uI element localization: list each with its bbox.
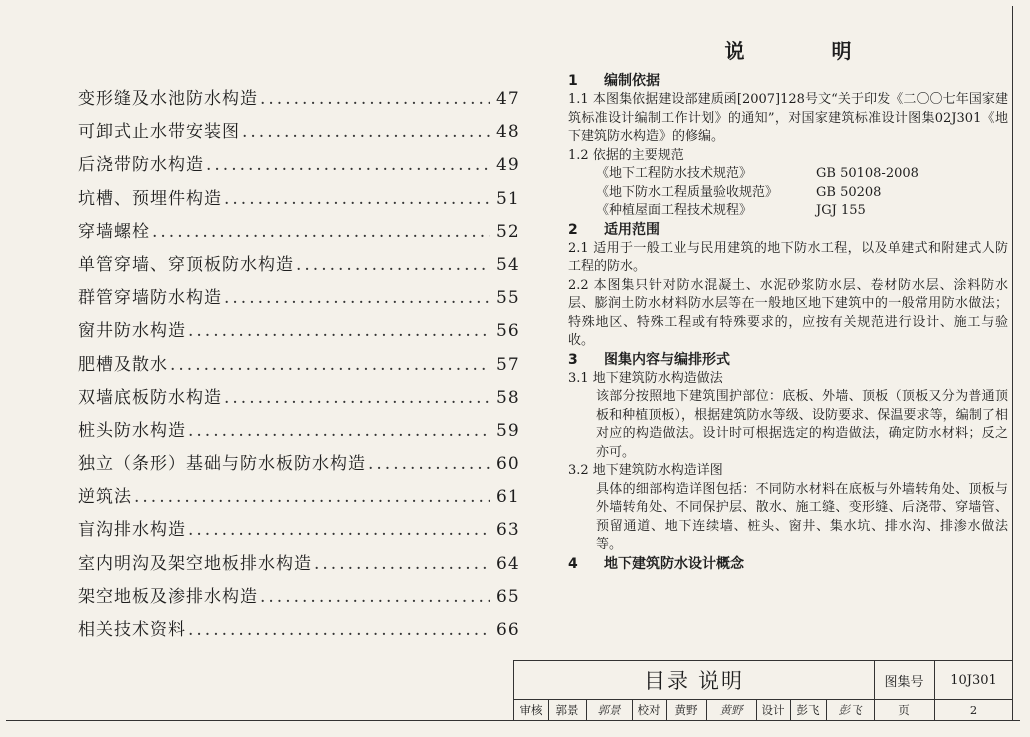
- designer-name: 彭飞: [790, 699, 827, 721]
- toc-item[interactable]: [78, 586, 518, 619]
- section-number: 4: [568, 555, 578, 572]
- toc-title: 变形缝及水池防水构造: [78, 89, 258, 109]
- toc-item[interactable]: [78, 619, 518, 652]
- toc-item[interactable]: [78, 420, 518, 453]
- toc-item[interactable]: [78, 387, 518, 420]
- toc-item[interactable]: [78, 519, 518, 552]
- atlas-number: 10J301: [950, 672, 997, 688]
- toc-item[interactable]: [78, 188, 518, 221]
- paragraph: 2.2 本图集只针对防水混凝土、水泥砂浆防水层、卷材防水层、涂料防水层、膨润土防水材料防水层等在一般地区地下建筑中的一般常用防水做法；特殊地区、特殊工程或有特殊要求的，应按有关规范进行设计、施工与验收。: [568, 277, 1008, 348]
- section-title: 地下建筑防水设计概念: [604, 555, 744, 572]
- toc-item[interactable]: [78, 553, 518, 586]
- toc-title: 群管穿墙防水构造: [78, 288, 222, 309]
- standard-row: [568, 202, 1008, 221]
- toc-page: 58: [496, 387, 520, 408]
- toc-leader: [188, 320, 490, 342]
- section-number: 3: [568, 351, 578, 368]
- paragraph: 2.1 适用于一般工业与民用建筑的地下防水工程，以及单建式和附建式人防工程的防水。: [568, 240, 1008, 274]
- toc-item[interactable]: [78, 254, 518, 287]
- drawing-title-part: 目录: [644, 669, 690, 693]
- toc-title: 可卸式止水带安装图: [78, 122, 240, 143]
- section-title: 适用范围: [604, 221, 660, 238]
- toc-item[interactable]: [78, 320, 518, 353]
- reviewer-signature: 郭景: [586, 699, 633, 721]
- section-title: 图集内容与编排形式: [604, 351, 730, 368]
- toc-leader: [206, 154, 490, 176]
- standard-row: [568, 184, 1008, 203]
- section-heading: [568, 351, 1008, 370]
- standard-code: JGJ 155: [816, 203, 866, 218]
- toc-page: 61: [496, 487, 520, 508]
- toc-title: 架空地板及渗排水构造: [78, 586, 258, 607]
- toc-page: 55: [496, 288, 520, 309]
- toc-page: 64: [496, 553, 520, 574]
- standard-name: 《种植屋面工程技术规程》: [596, 203, 753, 218]
- toc-leader: [368, 453, 490, 475]
- toc-leader: [188, 420, 490, 442]
- paragraph: 3.2 地下建筑防水构造详图: [568, 463, 723, 478]
- toc-title: 后浇带防水构造: [78, 155, 204, 176]
- toc-item[interactable]: [78, 121, 518, 154]
- toc-page: 54: [496, 254, 520, 275]
- toc-leader: [314, 553, 490, 575]
- toc-title: 桩头防水构造: [78, 420, 186, 441]
- section-heading: [568, 72, 1008, 91]
- toc-page: 48: [496, 122, 520, 143]
- standard-code: GB 50208: [816, 184, 882, 200]
- table-of-contents: [78, 88, 518, 652]
- toc-title: 逆筑法: [78, 487, 132, 508]
- standard-name: 《地下工程防水技术规范》: [596, 166, 753, 181]
- toc-leader: [224, 287, 490, 309]
- title-block: [513, 660, 1013, 721]
- toc-leader: [296, 254, 490, 276]
- toc-item[interactable]: [78, 287, 518, 320]
- reviewer-name: 郭景: [548, 699, 587, 721]
- toc-leader: [152, 221, 490, 243]
- section-heading: [568, 555, 1008, 574]
- paragraph: 3.1 地下建筑防水构造做法: [568, 370, 723, 386]
- toc-page: 59: [496, 420, 520, 441]
- notes-section: [568, 38, 1008, 574]
- toc-page: 51: [496, 188, 520, 209]
- toc-title: 双墙底板防水构造: [78, 387, 222, 408]
- section-number: 2: [568, 221, 578, 238]
- toc-leader: [224, 188, 490, 210]
- toc-page: 49: [496, 155, 520, 176]
- toc-leader: [188, 619, 490, 641]
- designer-signature: 彭飞: [826, 699, 875, 721]
- toc-title: 坑槽、预埋件构造: [78, 188, 222, 209]
- paragraph: 1.2 依据的主要规范: [568, 147, 684, 163]
- toc-page: 66: [496, 620, 520, 640]
- title-block-top-row: [514, 661, 1013, 700]
- toc-leader: [134, 486, 490, 508]
- review-label: 审核: [514, 699, 549, 721]
- toc-page: 56: [496, 321, 520, 342]
- toc-leader: [224, 387, 490, 409]
- section-heading: [568, 221, 1008, 240]
- toc-title: 单管穿墙、穿顶板防水构造: [78, 254, 294, 275]
- toc-item[interactable]: [78, 88, 518, 121]
- toc-title: 室内明沟及架空地板排水构造: [78, 553, 312, 574]
- toc-page: 63: [496, 520, 520, 541]
- notes-title: 说 明: [724, 39, 892, 63]
- toc-title: 肥槽及散水: [78, 354, 168, 375]
- toc-leader: [242, 121, 490, 143]
- toc-page: 60: [496, 454, 520, 475]
- toc-item[interactable]: [78, 486, 518, 519]
- toc-page: 65: [496, 586, 520, 607]
- toc-leader: [260, 586, 490, 608]
- toc-title: 穿墙螺栓: [78, 221, 150, 242]
- standard-row: [568, 165, 1008, 184]
- toc-title: 盲沟排水构造: [78, 520, 186, 541]
- standard-name: 《地下防水工程质量验收规范》: [596, 184, 779, 200]
- toc-page: 57: [496, 354, 520, 375]
- section-title: 编制依据: [604, 73, 660, 89]
- section-number: 1: [568, 73, 578, 89]
- toc-title: 相关技术资料: [78, 620, 186, 640]
- right-border-line: [1012, 6, 1013, 720]
- drawing-title: [514, 661, 875, 699]
- toc-page: 52: [496, 221, 520, 242]
- paragraph: 该部分按照地下建筑围护部位：底板、外墙、顶板（顶板又分为普通顶板和种植顶板），根据建筑防水等级、设防要求、保温要求等，编制了相对应的构造做法。设计时可根据选定的构造做法，确定防水材料；反之亦可。: [596, 389, 1008, 460]
- page-number: 2: [969, 703, 978, 717]
- atlas-number-label: 图集号: [874, 661, 935, 699]
- toc-item[interactable]: [78, 354, 518, 387]
- check-label: 校对: [632, 699, 667, 721]
- title-block-sign-row: [514, 699, 1013, 721]
- toc-item[interactable]: [78, 154, 518, 187]
- toc-title: 独立（条形）基础与防水板防水构造: [78, 454, 366, 475]
- toc-leader: [260, 88, 490, 110]
- drawing-title-part: 说明: [698, 669, 744, 693]
- design-label: 设计: [756, 699, 791, 721]
- toc-page: 47: [496, 89, 520, 109]
- toc-item[interactable]: [78, 453, 518, 486]
- standard-code: GB 50108-2008: [816, 166, 919, 181]
- checker-signature: 黄野: [706, 699, 757, 721]
- checker-name: 黄野: [666, 699, 707, 721]
- toc-item[interactable]: [78, 221, 518, 254]
- paragraph: 1.1 本图集依据建设部建质函[2007]128号文“关于印发《二〇〇七年国家建筑标准设计编制工作计划》的通知”，对国家建筑标准设计图集02J301《地下建筑防水构造》的修编。: [568, 92, 1008, 144]
- paragraph: 具体的细部构造详图包括：不同防水材料在底板与外墙转角处、顶板与外墙转角处、不同保护层、散水、施工缝、变形缝、后浇带、穿墙管、预留通道、地下连续墙、桩头、窗井、集水坑、排水沟、排渗水做法等。: [596, 481, 1008, 552]
- toc-leader: [170, 354, 490, 376]
- toc-leader: [188, 519, 490, 541]
- page-label: 页: [874, 699, 935, 721]
- toc-title: 窗井防水构造: [78, 321, 186, 342]
